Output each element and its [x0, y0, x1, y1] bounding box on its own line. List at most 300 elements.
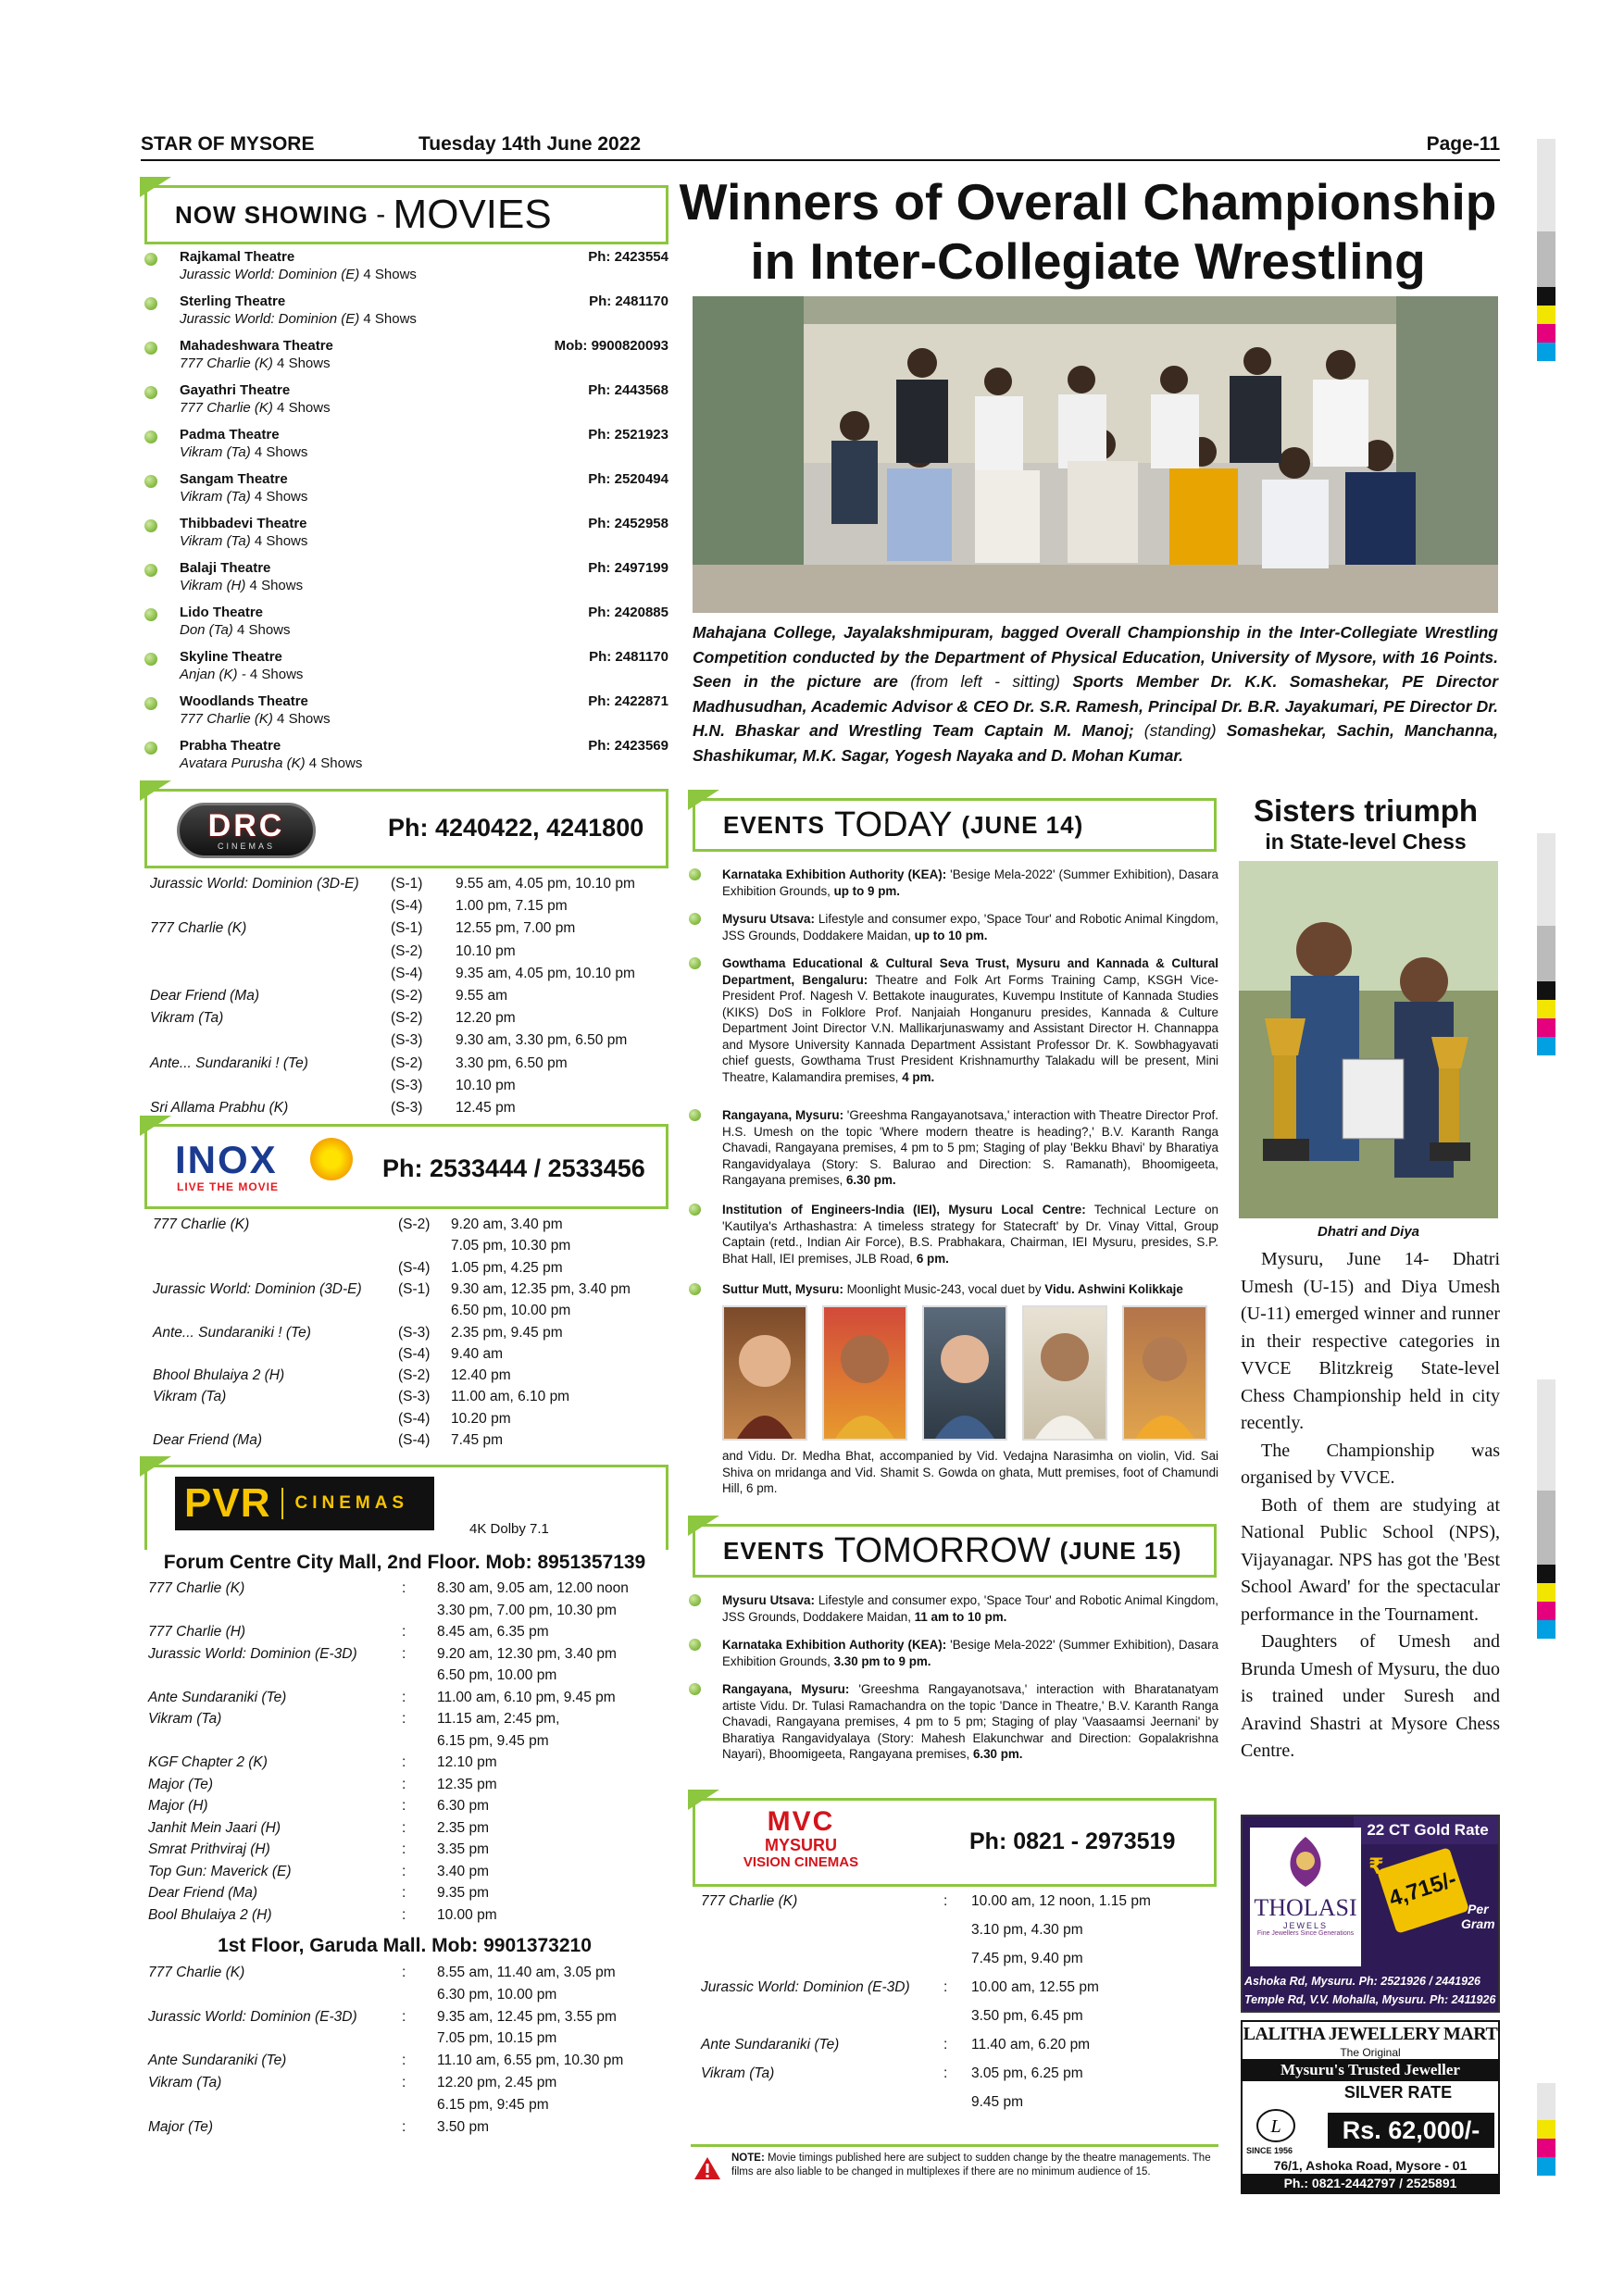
show-times: 9.35 am, 4.05 pm, 10.10 pm: [456, 965, 635, 981]
bullet-icon: [689, 913, 701, 925]
theatre-item: [141, 736, 668, 780]
theatre-name: Sangam Theatre: [180, 471, 288, 487]
bullet-icon: [144, 253, 157, 266]
theatre-shows: 4 Shows: [305, 755, 363, 771]
show-times: 7.05 pm, 10.15 pm: [437, 2030, 557, 2047]
theatre-shows: 4 Shows: [250, 444, 308, 460]
inox-phone: Ph: 2533444 / 2533456: [382, 1154, 645, 1182]
movie-title: Bool Bhulaiya 2 (H): [148, 1906, 272, 1923]
movie-title: Vikram (Ta): [148, 1711, 222, 1727]
event-continuation: [691, 1448, 1218, 1497]
theatre-shows: 4 Shows: [250, 533, 308, 549]
headline-line-2: in State-level Chess: [1265, 830, 1467, 854]
theatre-phone: Ph: 2443568: [588, 382, 668, 398]
show-times: 9.20 am, 12.30 pm, 3.40 pm: [437, 1645, 617, 1662]
separator: :: [402, 2008, 406, 2025]
bullet-icon: [144, 653, 157, 666]
theatre-phone: Ph: 2423554: [588, 249, 668, 265]
movie-title: 777 Charlie (K): [701, 1893, 798, 1909]
separator: :: [943, 1979, 948, 1995]
show-times: 12.20 pm: [456, 1010, 516, 1027]
theatre-movie: Jurassic World: Dominion (E): [180, 311, 360, 327]
show-times: 7.45 pm, 9.40 pm: [971, 1951, 1083, 1966]
pvr-logo-text: PVR: [184, 1480, 271, 1526]
show-times: 6.15 pm, 9.45 pm: [437, 1732, 549, 1749]
theatre-phone: Ph: 2520494: [588, 471, 668, 487]
lalitha-emblem-icon: [1254, 2107, 1298, 2144]
event-org: Mysuru Utsava:: [722, 912, 815, 926]
show-times: 11.00 am, 6.10 pm: [451, 1389, 570, 1405]
show-times: 3.05 pm, 6.25 pm: [971, 2065, 1083, 2081]
event-time: 6 pm.: [916, 1251, 949, 1266]
bullet-icon: [689, 1283, 701, 1295]
theatre-item: [141, 647, 668, 692]
bullet-icon: [144, 430, 157, 443]
theatre-phone: Ph: 2423569: [588, 738, 668, 754]
chess-sisters-photo: [1239, 861, 1498, 1218]
show-times: 11.10 am, 6.55 pm, 10.30 pm: [437, 2053, 624, 2069]
theatre-movie: Anjan (K) -: [180, 667, 246, 682]
show-times: 12.40 pm: [451, 1367, 511, 1384]
movie-title: Ante Sundaraniki (Te): [701, 2037, 840, 2053]
corner-flag-icon: [140, 1456, 171, 1477]
movie-title: Ante... Sundaraniki ! (Te): [153, 1324, 311, 1341]
caption-part: (standing): [1143, 721, 1217, 740]
theatre-phone: Ph: 2481170: [589, 293, 668, 309]
show-times: 2.35 pm: [437, 1819, 490, 1836]
chess-article: [1241, 1246, 1500, 1766]
separator: :: [402, 2053, 406, 2069]
show-times: 10.00 pm: [437, 1906, 497, 1923]
event-time: 4 pm.: [902, 1069, 935, 1084]
separator: :: [943, 1893, 948, 1909]
headline-line-1: Winners of Overall Championship: [679, 173, 1497, 231]
movie-title: Major (H): [148, 1798, 208, 1814]
screen-number: (S-4): [391, 898, 423, 915]
show-times: 9.55 am, 4.05 pm, 10.10 pm: [456, 876, 635, 892]
separator: :: [402, 1863, 406, 1879]
note-divider: [691, 2144, 1218, 2147]
separator: :: [943, 2037, 948, 2053]
show-times: 1.05 pm, 4.25 pm: [451, 1259, 563, 1276]
gold-price: 4,715/-: [1385, 1866, 1460, 1912]
artist-photos: [722, 1305, 1213, 1441]
screen-number: (S-4): [398, 1345, 431, 1362]
movie-title: Dear Friend (Ma): [153, 1432, 262, 1448]
show-times: 9.20 am, 3.40 pm: [451, 1217, 563, 1232]
show-times: 6.15 pm, 9:45 pm: [437, 2096, 549, 2113]
movie-title: 777 Charlie (K): [148, 1580, 245, 1596]
event-text: 'Greeshma Rangayanotsava,' interaction with Theatre Director Prof. H.S. Umesh on the topic 'Where modern theatre is heading?,' B.V. Karanth Ranga Chavadi, Rangayana premises, 4 pm to 5 pm; Staging of play 'Bekku Bhavi' by Bharatiya Rangavidyalaya (Story: S. Balurao and Direction: S. Ramanath), Bhoomigeeta, Rangayana premises,: [722, 1108, 1218, 1187]
corner-flag-icon: [140, 1116, 171, 1136]
event-item: [691, 1592, 1218, 1625]
pvr-logo-sub: CINEMAS: [294, 1493, 409, 1513]
separator: :: [402, 1906, 406, 1923]
screen-number: (S-4): [398, 1259, 431, 1276]
movie-title: Vikram (Ta): [148, 2075, 222, 2090]
theatre-movie: Vikram (Ta): [180, 533, 251, 549]
screen-number: (S-4): [398, 1432, 431, 1448]
show-times: 11.15 am, 2:45 pm,: [437, 1711, 560, 1727]
theatre-name: Sterling Theatre: [180, 293, 286, 309]
theatre-name: Lido Theatre: [180, 605, 264, 620]
registration-marks-bottom: [1537, 2083, 1555, 2176]
event-item: [691, 1281, 1218, 1298]
screen-number: (S-2): [391, 1054, 423, 1071]
theatre-item: [141, 603, 668, 647]
movie-title: Top Gun: Maverick (E): [148, 1863, 292, 1879]
now-showing-header: [144, 185, 668, 244]
timings-note: [731, 2152, 1220, 2179]
events-label: EVENTS: [723, 810, 826, 839]
events-today-date: (JUNE 14): [961, 810, 1084, 839]
separator: :: [402, 1885, 406, 1901]
theatre-name: Mahadeshwara Theatre: [180, 338, 333, 354]
event-time: up to 10 pm.: [914, 928, 988, 942]
event-text: 'Besige Mela-2022' (Summer Exhibition), Dasara Exhibition Grounds,: [722, 1638, 1219, 1668]
article-paragraph: Both of them are studying at National Public School (NPS), Vijayanagar. NPS has got the 'Best School Award' for the spectacular performance in the Tournament.: [1241, 1494, 1500, 1625]
movie-title: 777 Charlie (K): [148, 1965, 245, 1980]
show-times: 9.35 pm: [437, 1885, 490, 1901]
movie-title: Jurassic World: Dominion (3D-E): [153, 1280, 362, 1297]
screen-number: (S-1): [391, 920, 423, 937]
drc-phone: Ph: 4240422, 4241800: [388, 814, 644, 842]
artist-photo: [1022, 1305, 1107, 1441]
show-times: 10.10 pm: [456, 1077, 516, 1093]
screen-number: (S-1): [391, 876, 423, 892]
article-paragraph: Mysuru, June 14- Dhatri Umesh (U-15) and Diya Umesh (U-11) emerged winner and runner in their respective categories in VVCE Blitzkreig State-level Chess Championship held in city recently.: [1241, 1249, 1500, 1433]
movie-title: Major (Te): [148, 2118, 214, 2135]
theatre-item: [141, 692, 668, 736]
theatre-movie: 777 Charlie (K): [180, 711, 273, 727]
show-times: 9.40 am: [451, 1345, 504, 1362]
theatre-phone: Ph: 2521923: [588, 427, 668, 443]
theatre-name: Woodlands Theatre: [180, 693, 308, 709]
wrestling-headline: [676, 172, 1500, 291]
screen-number: (S-3): [391, 1032, 423, 1049]
movie-title: Dear Friend (Ma): [150, 988, 259, 1004]
movie-title: Jurassic World: Dominion (E-3D): [701, 1979, 910, 1995]
tholasi-address: Ashoka Rd, Mysuru. Ph: 2521926 / 2441926: [1244, 1975, 1480, 1988]
separator: :: [402, 1580, 406, 1596]
bullet-icon: [689, 1109, 701, 1121]
wrestling-team-photo: [693, 296, 1498, 613]
separator: :: [943, 2065, 948, 2081]
price-tag: [1377, 1847, 1469, 1934]
show-times: 9.35 am, 12.45 pm, 3.55 pm: [437, 2008, 617, 2025]
screen-number: (S-3): [398, 1389, 431, 1405]
show-times: 3.10 pm, 4.30 pm: [971, 1922, 1083, 1938]
masthead: [141, 130, 1500, 161]
registration-marks-middle: [1537, 833, 1555, 1055]
theatre-phone: Ph: 2481170: [589, 649, 668, 665]
movie-title: Jurassic World: Dominion (3D-E): [150, 876, 359, 892]
gram-label: Gram: [1461, 1916, 1495, 1931]
tholasi-brand: THOLASI: [1254, 1894, 1357, 1921]
show-times: 10.10 pm: [456, 942, 516, 959]
corner-flag-icon: [140, 177, 177, 199]
drc-logo-text: DRC: [207, 808, 285, 843]
theatre-item: [141, 336, 668, 381]
inox-logo-text: INOX: [175, 1138, 278, 1181]
bullet-icon: [144, 608, 157, 621]
pvr-logo: [175, 1477, 434, 1530]
event-time: 11 am to 10 pm.: [914, 1609, 1007, 1624]
event-time: 6.30 pm.: [972, 1747, 1023, 1761]
theatre-item: [141, 558, 668, 603]
movie-title: Bhool Bhulaiya 2 (H): [153, 1367, 285, 1384]
bullet-icon: [144, 475, 157, 488]
bullet-icon: [144, 342, 157, 355]
event-time: 3.30 pm to 9 pm.: [833, 1653, 931, 1668]
movie-title: Vikram (Ta): [153, 1389, 227, 1405]
event-org: Suttur Mutt, Mysuru:: [722, 1282, 843, 1296]
note-label: NOTE:: [731, 2152, 765, 2164]
paper-name: STAR OF MYSORE: [141, 133, 315, 155]
separator: :: [402, 1819, 406, 1836]
show-times: 8.55 am, 11.40 am, 3.05 pm: [437, 1965, 616, 1980]
lalitha-ad: [1241, 2020, 1500, 2194]
tholasi-brand-box: [1250, 1828, 1361, 1966]
title-separator: -: [368, 199, 394, 230]
event-item: [691, 1107, 1218, 1189]
artist-photo: [922, 1305, 1007, 1441]
rupee-icon: ₹: [1368, 1854, 1384, 1879]
theatre-movie: Don (Ta): [180, 622, 233, 638]
article-paragraph: Daughters of Umesh and Brunda Umesh of Mysuru, the duo is trained under Suresh and Aravind Shastri at Mysore Chess Centre.: [1241, 1631, 1500, 1761]
bullet-icon: [144, 697, 157, 710]
theatre-shows: 4 Shows: [250, 489, 308, 505]
event-item: [691, 911, 1218, 943]
separator: :: [402, 2075, 406, 2090]
event-org: Karnataka Exhibition Authority (KEA):: [722, 1638, 947, 1652]
warning-icon: [693, 2155, 722, 2181]
show-times: 2.35 pm, 9.45 pm: [451, 1324, 563, 1341]
events-tomorrow-date: (JUNE 15): [1059, 1536, 1182, 1565]
caption-part: Somashekar, Sachin, Manchanna, Shashikumar, M.K. Sagar, Yogesh Nayaka and D. Mohan Kumar.: [693, 721, 1498, 765]
event-text: Technical Lecture on 'Kautilya's Arthashastra: A timeless strategy for Statecraft' by Dr. Vinay Vittal, Group Captain (retd., Indian Air Force), B.S. Prabhakara, Chairman, IEI Mysuru, presides, S.P. Bhat Hall, IEI premises, JLB Road,: [722, 1203, 1218, 1266]
theatre-movie: Vikram (H): [180, 578, 246, 593]
show-times: 12.55 pm, 7.00 pm: [456, 920, 576, 937]
tholasi-tagline: Fine Jewellers Since Generations: [1256, 1930, 1355, 1937]
bullet-icon: [689, 868, 701, 880]
tholasi-addresses: [1244, 1972, 1498, 2009]
tholasi-sub: JEWELS: [1282, 1921, 1328, 1930]
today-label: TODAY: [834, 805, 953, 844]
show-times: 6.30 pm, 10.00 pm: [437, 1986, 557, 2003]
events-label: EVENTS: [723, 1536, 826, 1565]
event-time: up to 9 pm.: [833, 883, 901, 898]
movie-title: 777 Charlie (H): [148, 1624, 246, 1640]
theatre-name: Skyline Theatre: [180, 649, 282, 665]
mysuru-vision-logo: [708, 1808, 893, 1880]
corner-flag-icon: [688, 790, 719, 810]
tholasi-address: Temple Rd, V.V. Mohalla, Mysuru. Ph: 2411926: [1244, 1993, 1496, 2006]
bullet-icon: [689, 957, 701, 969]
screen-number: (S-4): [391, 965, 423, 981]
wrestling-caption: [693, 620, 1498, 767]
screen-number: (S-2): [391, 942, 423, 959]
event-time: 6.30 pm.: [845, 1173, 896, 1187]
screen-number: (S-2): [398, 1217, 431, 1232]
lalitha-address: 76/1, Ashoka Road, Mysore - 01: [1273, 2158, 1468, 2173]
theatre-movie: Vikram (Ta): [180, 489, 251, 505]
theatre-shows: 4 Shows: [359, 267, 417, 282]
pvr-tag: 4K Dolby 7.1: [469, 1521, 549, 1537]
caption-part: Mahajana College, Jayalakshmipuram, bagged Overall Championship in the Inter-Collegiate Wrestling Competition conducted by the Department of Physical Education, University of Mysore, with 16 Points. Seen in the picture are: [693, 623, 1498, 691]
artist-photo: [822, 1305, 907, 1441]
theatre-name: Padma Theatre: [180, 427, 280, 443]
caption-part: (from left - sitting): [910, 672, 1060, 691]
events-tomorrow-header: [693, 1524, 1217, 1578]
show-times: 6.50 pm, 10.00 pm: [437, 1667, 557, 1683]
mvc-mark: MVC: [767, 1806, 835, 1837]
event-text: Moonlight Music-243, vocal duet by: [843, 1282, 1045, 1296]
event-time: Vidu. Ashwini Kolikkaje: [1044, 1282, 1183, 1296]
event-org: Institution of Engineers-India (IEI), Mysuru Local Centre:: [722, 1203, 1086, 1217]
theatre-name: Thibbadevi Theatre: [180, 516, 307, 531]
movie-title: 777 Charlie (K): [150, 920, 247, 937]
bullet-icon: [689, 1683, 701, 1695]
tomorrow-label: TOMORROW: [834, 1530, 1051, 1570]
corner-flag-icon: [688, 1790, 719, 1810]
separator: :: [402, 1776, 406, 1792]
event-text: 'Greeshma Rangayanotsava,' interaction with Bharatanatyam artiste Vidu. Dr. Tulasi Ramachandra on the topic 'Dance in Theatre,' B.V. Karanth Ranga Chavadi, Rangayana premises, 4 pm to 5 pm; Staging of play 'Vaasaamsi Jeernani' by Bharatiya Rangavidyalaya (Story: Mahesh Elakunchwar and Direction: Gopalakrishna Nayari), Bhoomigeeta, Rangayana premises,: [722, 1682, 1218, 1761]
screen-number: (S-2): [398, 1367, 431, 1384]
mysuru-vision-header: [693, 1798, 1217, 1887]
theatre-item: [141, 425, 668, 469]
show-times: 11.40 am, 6.20 pm: [971, 2037, 1091, 2053]
show-times: 9.55 am: [456, 988, 508, 1004]
inox-logo-sub: LIVE THE MOVIE: [177, 1180, 280, 1193]
bullet-icon: [689, 1594, 701, 1606]
caption-part: Sports Member Dr. K.K. Somashekar, PE Director Madhusudhan, Academic Advisor & CEO Dr. S.R. Ramesh, Principal Dr. B.R. Jayakumari, PE Director Dr. H.N. Bhaskar and Wrestling Team Captain M. Manoj;: [693, 672, 1498, 740]
show-times: 1.00 pm, 7.15 pm: [456, 898, 568, 915]
theatre-phone: Ph: 2422871: [588, 693, 668, 709]
theatre-item: [141, 381, 668, 425]
show-times: 12.45 pm: [456, 1100, 516, 1116]
show-times: 8.45 am, 6.35 pm: [437, 1624, 549, 1640]
corner-flag-icon: [688, 1516, 719, 1536]
show-times: 3.50 pm, 6.45 pm: [971, 2008, 1083, 2024]
movie-title: Major (Te): [148, 1776, 214, 1792]
movie-title: KGF Chapter 2 (K): [148, 1754, 268, 1770]
gold-rate-banner: 22 CT Gold Rate: [1354, 1816, 1500, 1844]
theatre-phone: Ph: 2452958: [588, 516, 668, 531]
show-times: 7.45 pm: [451, 1432, 504, 1448]
movie-title: Sri Allama Prabhu (K): [150, 1100, 289, 1116]
theatre-phone: Ph: 2497199: [588, 560, 668, 576]
silver-price: Rs. 62,000/-: [1328, 2113, 1494, 2148]
theatre-shows: 4 Shows: [232, 622, 291, 638]
theatre-name: Prabha Theatre: [180, 738, 281, 754]
mvc-line2: VISION CINEMAS: [743, 1854, 859, 1870]
movie-title: Dear Friend (Ma): [148, 1885, 257, 1901]
separator: :: [402, 1711, 406, 1727]
pvr-forum-heading: Forum Centre City Mall, 2nd Floor. Mob: 8951357139: [163, 1552, 646, 1573]
movie-title: Ante... Sundaraniki ! (Te): [150, 1054, 308, 1071]
show-times: 7.05 pm, 10.30 pm: [451, 1238, 571, 1254]
theatre-movie: Avatara Purusha (K): [180, 755, 306, 771]
theatre-item: [141, 469, 668, 514]
theatre-item: [141, 292, 668, 336]
screen-number: (S-2): [391, 1010, 423, 1027]
show-times: 3.30 pm, 6.50 pm: [456, 1054, 568, 1071]
separator: :: [402, 1798, 406, 1814]
show-times: 6.50 pm, 10.00 pm: [451, 1303, 571, 1319]
drc-logo-sub: CINEMAS: [217, 842, 275, 851]
per-label: Per: [1468, 1902, 1489, 1916]
show-times: 3.30 pm, 7.00 pm, 10.30 pm: [437, 1602, 617, 1618]
chess-headline: [1231, 794, 1500, 855]
movies-label: MOVIES: [393, 192, 552, 237]
movie-title: Smrat Prithviraj (H): [148, 1841, 270, 1857]
bullet-icon: [689, 1639, 701, 1651]
theatre-item: [141, 247, 668, 292]
theatre-phone: Ph: 2420885: [588, 605, 668, 620]
separator: :: [402, 1624, 406, 1640]
drc-logo: [177, 803, 316, 858]
page-number: Page-11: [1426, 133, 1500, 155]
corner-flag-icon: [140, 780, 171, 801]
registration-marks-lower: [1537, 1379, 1555, 1639]
note-text: Movie timings published here are subject to sudden change by the theatre managements. The films are also liable to be changed in multiplexes if there are no minimum audience of 15.: [731, 2152, 1211, 2177]
theatre-name: Rajkamal Theatre: [180, 249, 295, 265]
event-item: [691, 955, 1218, 1085]
artist-photo: [722, 1305, 807, 1441]
event-item: [691, 1681, 1218, 1763]
theatre-shows: 4 Shows: [359, 311, 417, 327]
show-times: 10.20 pm: [451, 1410, 511, 1427]
event-org: Karnataka Exhibition Authority (KEA):: [722, 867, 947, 881]
show-times: 12.20 pm, 2.45 pm: [437, 2075, 557, 2090]
lalitha-name: LALITHA JEWELLERY MART: [1243, 2024, 1498, 2044]
bullet-icon: [144, 297, 157, 310]
screen-number: (S-3): [398, 1324, 431, 1341]
show-times: 3.40 pm: [437, 1863, 490, 1879]
drc-header: [144, 789, 668, 868]
separator: :: [402, 2118, 406, 2135]
issue-date: Tuesday 14th June 2022: [418, 133, 642, 155]
event-text: Lifestyle and consumer expo, 'Space Tour' and Robotic Animal Kingdom, JSS Grounds, Doddakere Maidan,: [722, 1593, 1218, 1624]
separator: :: [402, 1754, 406, 1770]
theatre-phone: Mob: 9900820093: [554, 338, 668, 354]
theatre-name: Gayathri Theatre: [180, 382, 291, 398]
show-times: 3.35 pm: [437, 1841, 490, 1857]
lalitha-trusted: Mysuru's Trusted Jeweller: [1243, 2059, 1498, 2081]
mysuru-vision-phone: Ph: 0821 - 2973519: [969, 1828, 1176, 1854]
inox-logo: [175, 1138, 360, 1197]
registration-marks-top: [1537, 139, 1555, 361]
movie-title: Ante Sundaraniki (Te): [148, 1689, 287, 1705]
article-paragraph: The Championship was organised by VVCE.: [1241, 1440, 1500, 1488]
event-text: Lifestyle and consumer expo, 'Space Tour' and Robotic Animal Kingdom, JSS Grounds, Doddakere Maidan,: [722, 912, 1218, 942]
screen-number: (S-2): [391, 988, 423, 1004]
chess-photo-caption: Dhatri and Diya: [1317, 1224, 1420, 1240]
event-text: and Vidu. Dr. Medha Bhat, accompanied by Vid. Vedajna Narasimha on violin, Vid. Sai Shiva on mridanga and Vid. Shamit S. Gowda on ghata, Mutt premises, foot of Chamundi Hill, 6 pm.: [722, 1449, 1218, 1495]
mvc-line1: MYSURU: [764, 1836, 837, 1854]
bullet-icon: [144, 386, 157, 399]
screen-number: (S-3): [391, 1077, 423, 1093]
theatre-item: [141, 514, 668, 558]
headline-line-1: Sisters triumph: [1253, 793, 1479, 828]
theatre-shows: 4 Shows: [245, 667, 304, 682]
screen-number: (S-3): [391, 1100, 423, 1116]
theatre-name: Balaji Theatre: [180, 560, 271, 576]
bullet-icon: [144, 519, 157, 532]
show-times: 10.00 am, 12 noon, 1.15 pm: [971, 1893, 1151, 1909]
show-times: 9.30 am, 3.30 pm, 6.50 pm: [456, 1032, 628, 1049]
